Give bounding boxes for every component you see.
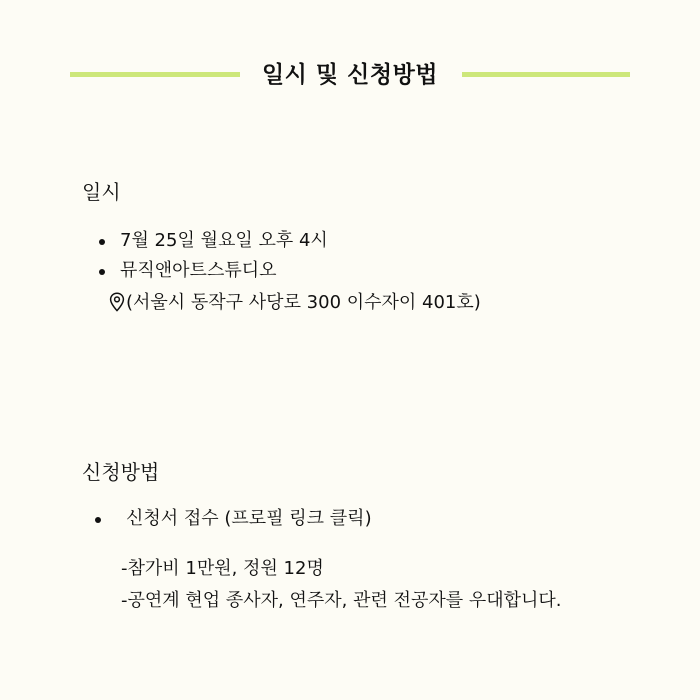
bullet-dot (95, 517, 101, 523)
page-title: 일시 및 신청방법 (261, 61, 439, 88)
bullet-dot (99, 269, 105, 275)
application-fee: -참가비 1만원, 정원 12명 (121, 558, 324, 579)
schedule-address: (서울시 동작구 사당로 300 이수자이 401호) (126, 292, 481, 313)
map-pin-icon (109, 292, 125, 312)
bullet-dot (99, 239, 105, 245)
schedule-datetime: 7월 25일 월요일 오후 4시 (120, 230, 328, 251)
application-method: 신청서 접수 (프로필 링크 클릭) (126, 508, 372, 529)
section-title-application: 신청방법 (82, 460, 160, 484)
schedule-venue: 뮤직앤아트스튜디오 (120, 260, 277, 281)
application-preference: -공연계 현업 종사자, 연주자, 관련 전공자를 우대합니다. (121, 590, 562, 611)
section-title-schedule: 일시 (82, 180, 121, 204)
